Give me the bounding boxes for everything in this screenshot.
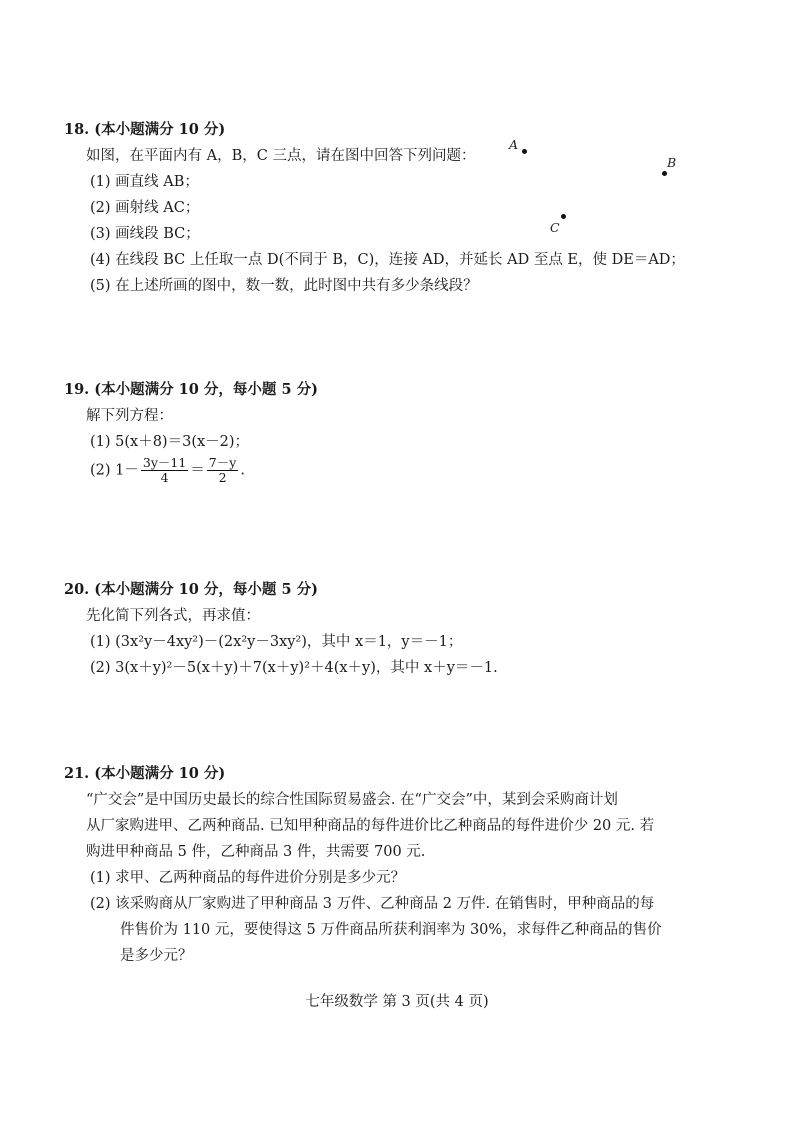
question-18-intro: 如图，在平面内有 A，B，C 三点，请在图中回答下列问题： — [86, 148, 476, 164]
question-21-header: 21. (本小题满分 10 分) — [64, 765, 226, 782]
point-b-label: B — [667, 155, 677, 170]
fraction-1-denominator: 4 — [160, 470, 169, 485]
question-19-intro: 解下列方程： — [86, 408, 173, 424]
point-c — [561, 214, 566, 219]
equation-2-suffix: . — [240, 462, 245, 479]
point-c-label: C — [550, 220, 560, 235]
question-18-item-5: (5) 在上述所画的图中，数一数，此时图中共有多少条线段？ — [90, 278, 478, 294]
question-20-item-2: (2) 3(x＋y)²－5(x＋y)＋7(x＋y)²＋4(x＋y)，其中 x＋y＝－1. — [90, 660, 498, 676]
question-18-item-4: (4) 在线段 BC 上任取一点 D(不同于 B，C)，连接 AD，并延长 AD 至点 E，使 DE＝AD； — [90, 252, 685, 268]
fraction-2-denominator: 2 — [218, 470, 227, 485]
point-a — [522, 149, 527, 154]
question-21-paragraph-line-3: 购进甲种商品 5 件，乙种商品 3 件，共需要 700 元. — [86, 844, 426, 860]
question-21-paragraph-line-2: 从厂家购进甲、乙两种商品. 已知甲种商品的每件进价比乙种商品的每件进价少 20 元. 若 — [86, 818, 655, 834]
question-20-header: 20. (本小题满分 10 分，每小题 5 分) — [64, 581, 318, 598]
page-footer: 七年级数学 第 3 页(共 4 页) — [305, 994, 489, 1010]
question-18-item-2: (2) 画射线 AC； — [90, 200, 200, 216]
point-b — [662, 171, 667, 176]
fraction-1-numerator: 3y－11 — [142, 455, 187, 470]
question-21-item-2-line-1: (2) 该采购商从厂家购进了甲种商品 3 万件、乙种商品 2 万件. 在销售时，甲种商品的每 — [90, 896, 655, 912]
question-21-paragraph-line-1: “广交会”是中国历史最长的综合性国际贸易盛会. 在“广交会”中，某到会采购商计划 — [86, 792, 618, 808]
fraction-2 — [207, 456, 239, 485]
question-20-intro: 先化简下列各式，再求值： — [86, 608, 260, 624]
equation-2-prefix: (2) 1－ — [90, 462, 139, 479]
question-21-item-2-line-2: 件售价为 110 元，要使得这 5 万件商品所获利润率为 30%，求每件乙种商品的售价 — [120, 922, 662, 938]
question-20-item-1: (1) (3x²y－4xy²)－(2x²y－3xy²)，其中 x＝1，y＝－1； — [90, 634, 463, 650]
question-19-header: 19. (本小题满分 10 分，每小题 5 分) — [64, 381, 318, 398]
question-18-item-3: (3) 画线段 BC； — [90, 226, 200, 242]
equation-2-equals: ＝ — [190, 462, 205, 479]
fraction-1 — [141, 456, 188, 485]
fraction-2-numerator: 7－y — [208, 455, 237, 470]
question-21-item-1: (1) 求甲、乙两种商品的每件进价分别是多少元？ — [90, 870, 406, 886]
point-a-label: A — [509, 137, 519, 152]
question-18-header: 18. (本小题满分 10 分) — [64, 121, 226, 138]
question-19-equation-2 — [90, 456, 245, 485]
question-18-item-1: (1) 画直线 AB； — [90, 174, 199, 190]
question-19-equation-1: (1) 5(x＋8)＝3(x－2)； — [90, 434, 250, 450]
question-21-item-2-line-3: 是多少元？ — [120, 948, 193, 964]
